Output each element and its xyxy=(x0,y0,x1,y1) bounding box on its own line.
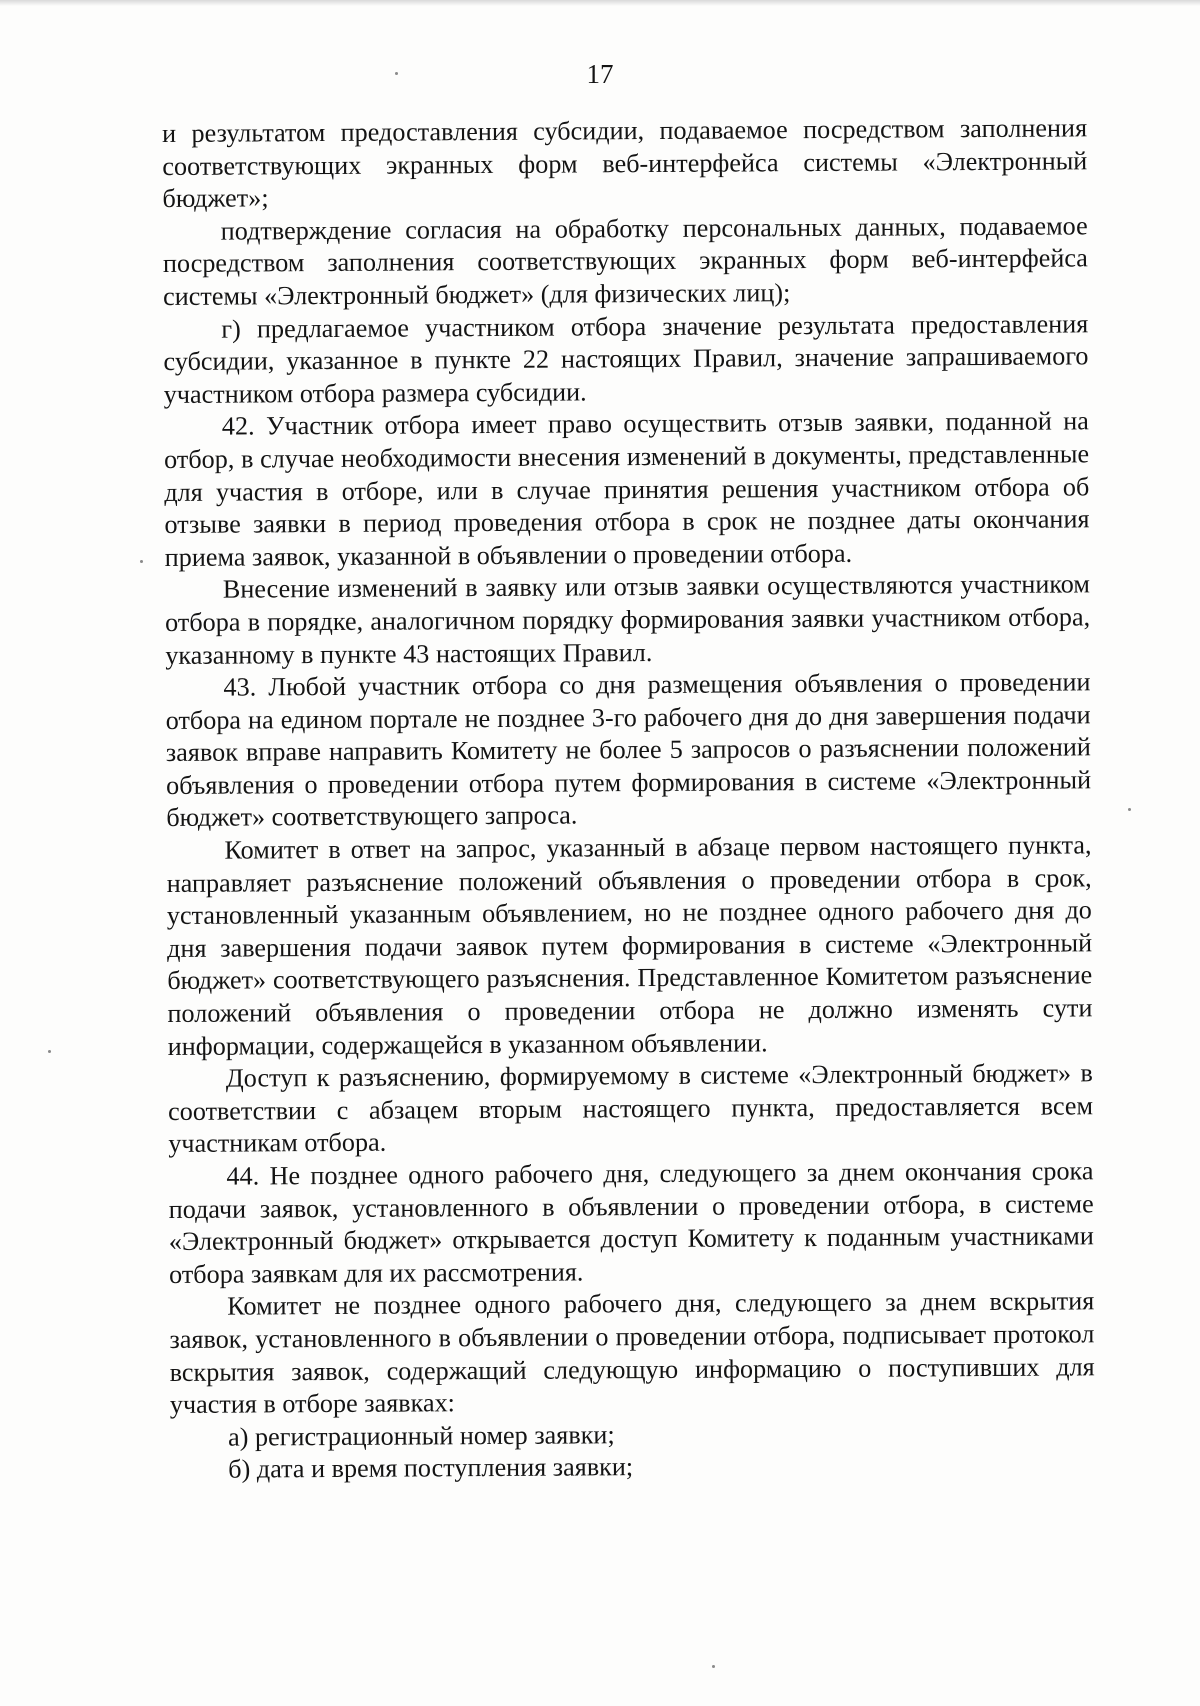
paragraph-43-response: Комитет в ответ на запрос, указанный в абзаце первом настоящего пункта, направляет разъяснение положений объявления о проведении отбора в срок, установленный указанным объявлением, но не позднее одного рабочего дня до дня завершения подачи заявок путем формирования в системе «Электронный бюджет» соответствующего разъяснения. Представленное Комитетом разъяснение положений объявления о проведении отбора не должно изменять сути информации, содержащейся в указанном объявлении. xyxy=(166,830,1093,1061)
scan-top-edge xyxy=(0,0,1200,6)
scan-speck xyxy=(395,72,398,75)
scan-speck xyxy=(1128,808,1131,811)
paragraph-44: 44. Не позднее одного рабочего дня, следующего за днем окончания срока подачи заявок, установленного в объявлении о проведении отбора, в системе «Электронный бюджет» открывается доступ Комитету к поданным участниками отбора заявкам для их рассмотрения. xyxy=(168,1156,1094,1289)
paragraph-42: 42. Участник отбора имеет право осуществить отзыв заявки, поданной на отбор, в случае необходимости внесения изменений в документы, представленные для участия в отборе, или в случае принятия решения участником отбора об отзыве заявки в период проведения отбора в срок не позднее даты окончания приема заявок, указанной в объявлении о проведении отбора. xyxy=(163,406,1090,572)
paragraph-continuation: и результатом предоставления субсидии, подаваемое посредством заполнения соответствующих экранных форм веб-интерфейса системы «Электронный бюджет»; xyxy=(162,113,1088,214)
paragraph-43-access: Доступ к разъяснению, формируемому в системе «Электронный бюджет» в соответствии с абзацем вторым настоящего пункта, предоставляется всем участникам отбора. xyxy=(167,1058,1094,1159)
scan-speck xyxy=(712,1665,715,1668)
paragraph-43: 43. Любой участник отбора со дня размещения объявления о проведении отбора на едином портале не позднее 3-го рабочего дня до дня завершения подачи заявок вправе направить Комитету не более 5 запросов о разъяснении положений объявления о проведении отбора путем формирования в системе «Электронный бюджет» соответствующего запроса. xyxy=(165,667,1092,833)
paragraph-consent: подтверждение согласия на обработку персональных данных, подаваемое посредством заполнения соответствующих экранных форм веб-интерфейса системы «Электронный бюджет» (для физических лиц); xyxy=(162,211,1088,311)
page-number: 17 xyxy=(586,59,614,89)
list-item-b: б) дата и время поступления заявки; xyxy=(228,1452,634,1484)
scan-speck xyxy=(48,1050,51,1053)
list-item-a: а) регистрационный номер заявки; xyxy=(227,1420,615,1452)
paragraph-42-changes: Внесение изменений в заявку или отзыв заявки осуществляются участником отбора в порядке, аналогичном порядку формирования заявки участником отбора, указанному в пункте 43 настоящих Правил. xyxy=(164,569,1091,670)
scan-speck xyxy=(140,560,143,563)
document-body xyxy=(162,112,1095,1487)
paragraph-44-protocol: Комитет не позднее одного рабочего дня, следующего за днем вскрытия заявок, установленного в объявлении о проведении отбора, подписывает протокол вскрытия заявок, содержащий следующую информацию о поступивших для участия в отборе заявках: xyxy=(169,1286,1095,1420)
paragraph-item-g: г) предлагаемое участником отбора значение результата предоставления субсидии, указанное в пункте 22 настоящих Правил, значение запрашиваемого участником отбора размера субсидии. xyxy=(163,308,1089,409)
